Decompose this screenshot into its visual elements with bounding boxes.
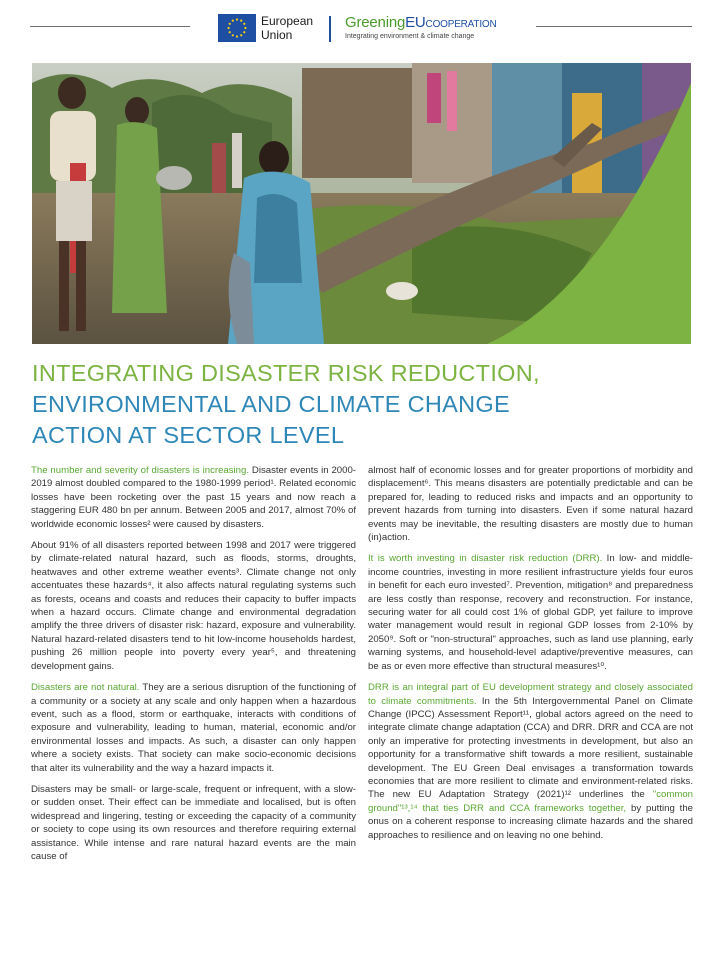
eu-line2: Union <box>261 28 293 42</box>
text-investing: In low- and middle-income countries, investing in more resilient infrastructure yields four euros in benefit for each euro invested⁷. Prevention, mitigation⁸ and preparedness are less costly than response, recovery and reconstruction. For instance, securing water for all could cost 1% of global GDP, yet failure to improve water management would result in regional GDP losses from 2-10% by 2050⁹. Soft or "non-structural" approaches, such as land use planning, early warning systems, and household-level adaptive/preventive measures, can be as or even more effective than structural measures¹⁰. <box>368 553 693 672</box>
eu-name <box>261 14 313 42</box>
header-rule-left <box>30 26 190 27</box>
document-title <box>32 358 692 451</box>
paragraph-disaster-increase <box>31 464 356 531</box>
brand-greening: Greening <box>345 14 406 31</box>
text-disasters-increasing: Disaster events in 2000-2019 almost doubled compared to the 1980-1999 period¹. Related economic losses have been rocketing over the past 15 years and now reach a staggering EUR 480 bn per annum. Between 2005 and 2017, almost 70% of worldwide economic losses² were caused by disasters. <box>31 465 356 530</box>
brand-tagline: Integrating environment & climate change <box>345 33 475 40</box>
lead-investing: It is worth investing in disaster risk reduction (DRR). <box>368 553 603 565</box>
left-column <box>31 464 356 871</box>
paragraph-scale: Disasters may be small- or large-scale, frequent or infrequent, with a slow- or sudden onset. Their effect can be immediate and localised, but is often widespread and lingering, testing or exceeding the capacity of a community or society to cope using its own resources and therefore requiring external assistance. While intense and rare natural hazard events are the main cause of <box>31 783 356 862</box>
header-divider <box>329 16 331 42</box>
cyclone-scene-illustration <box>32 63 691 344</box>
title-line-2: ENVIRONMENTAL AND CLIMATE CHANGE <box>32 391 510 417</box>
eu-line1: European <box>261 14 314 28</box>
right-column <box>368 464 693 850</box>
brand-coop: COOPERATION <box>425 19 497 30</box>
lead-disasters-increasing: The number and severity of disasters is increasing. <box>31 465 250 476</box>
highlight-common-ground: "common ground"¹³,¹⁴ that ties DRR and CCA frameworks together, <box>368 789 693 814</box>
paragraph-predictable: almost half of economic losses and for greater proportions of morbidity and displacement⁶. This means disasters are potentially predictable and can be prepared for, leading to reduced risks and impacts and an opportunity to prevent hazards from turning into disasters. Even if some natural hazard events may be inevitable, the resulting disasters are mostly due to human (in)action. <box>368 465 693 544</box>
paragraph-eu-strategy <box>368 681 693 842</box>
paragraph-not-natural <box>31 681 356 775</box>
lead-not-natural: Disasters are not natural. <box>31 682 140 694</box>
paragraph-investing <box>368 552 693 673</box>
lead-eu-strategy: DRR is an integral part of EU development strategy and closely associated to climate commitments. <box>368 682 693 707</box>
header-rule-right <box>536 26 692 27</box>
paragraph-climate-hazards: About 91% of all disasters reported between 1998 and 2017 were triggered by climate-related natural hazard, such as floods, storms, droughts, heatwaves and other extreme weather events³. Climate change not only accentuates these hazards⁴, it also affects natural regulating systems such as forests, oceans and coasts and reduces their capacity to buffer impacts when a hazard occurs. Climate change and environmental degradation amplify the three drivers of disaster risk: hazard, exposure and vulnerability. Natural hazard-related disasters tend to hit low-income households hardest, pushing 26 million people into poverty every year⁵, and threatening development gains. <box>31 540 356 672</box>
text-eu-strategy-1: In the 5th Intergovernmental Panel on Climate Change (IPCC) Assessment Report¹¹, global actors agreed on the need to integrate climate change adaptation (CCA) and DRR. DRR and CCA are not only an imperative for protecting investments in development, but also an opportunity for a transformative shift towards a more resilient, sustainable development. The EU Green Deal envisages a transformation towards economies that are more resilient to climate and environment-related risks. The new EU Adaptation Strategy (2021)¹² underlines the <box>368 695 693 801</box>
title-line-1: INTEGRATING DISASTER RISK REDUCTION, <box>32 360 540 386</box>
greening-eu-logo <box>345 14 497 31</box>
brand-eu: EU <box>405 14 426 31</box>
title-line-3: ACTION AT SECTOR LEVEL <box>32 422 345 448</box>
eu-flag-logo <box>218 14 256 42</box>
page-header <box>0 0 720 62</box>
text-eu-strategy-2: by putting the onus on a coherent response to increasing climate hazards and the shared approaches to resilience and on leaving no one behind. <box>368 802 693 841</box>
text-not-natural: They are a serious disruption of the functioning of a community or a society at any scale and only happen when a hazardous event, such as a flood, storm or earthquake, interacts with conditions of exposure and vulnerability, leading to human, material, economic and/or environmental losses and impacts. As such, a disaster can only happen where a society exists. That society can make socio-economic decisions that alter its vulnerability and the way a hazard impacts it. <box>31 682 356 774</box>
hero-photo <box>32 63 691 344</box>
